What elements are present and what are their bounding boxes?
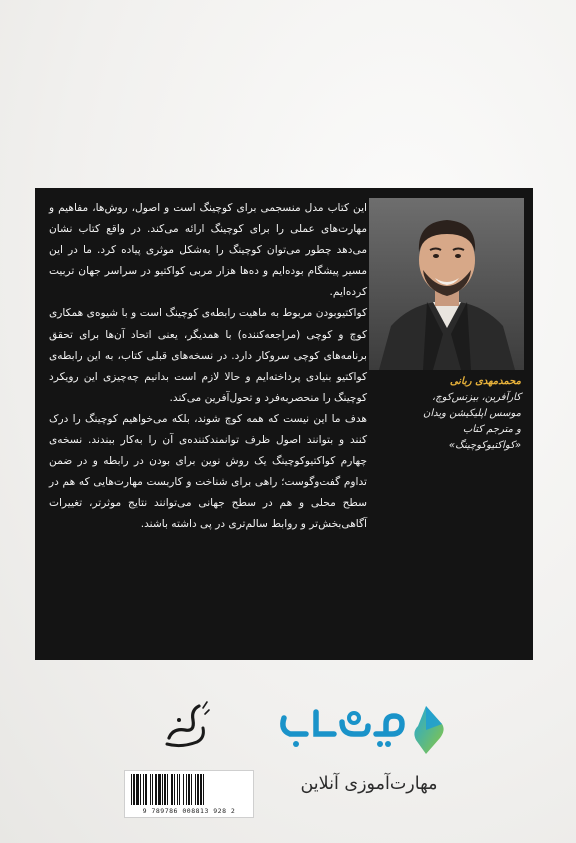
barcode-bar: [191, 774, 192, 805]
brand-tagline: مهارت‌آموزی آنلاین: [300, 774, 438, 794]
author-role-line-4: «کواکتیو‌کوچینگ»: [448, 440, 521, 451]
barcode-bar: [162, 774, 163, 805]
book-description: [49, 198, 367, 536]
barcode-bar: [164, 774, 166, 805]
barcode-bar: [174, 774, 175, 805]
description-paragraph-3: هدف ما این نیست که همه کوچ شوند، بلکه می‌خواهیم کوچینگ را درک کنند و بتوانند اصول ظرف توانمندکننده‌ی آن را به‌کار ببندند. نسخه‌ی چهارم کواکتیوکوچینگ یک روش نوین برای بودن در رابطه و در ضمن تداوم گفت‌وگوست؛ راهی برای شناخت و کاربست مهارت‌هایی که هم در سطح محلی و هم در سطح جهانی می‌توانند نتایج موثرتر، تغییرات آگاهی‌بخش‌تر و روابط سالم‌تری در پی داشته باشند.: [49, 412, 367, 531]
author-portrait: [369, 198, 524, 370]
barcode-bar: [188, 774, 190, 805]
author-role-line-1: کارآفرین، بیزنس‌کوچ،: [432, 392, 521, 403]
barcode-bar: [195, 774, 196, 805]
barcode-bar: [158, 774, 161, 805]
barcode-bar: [150, 774, 151, 805]
author-role-line-2: موسس اپلیکیشن ویدان: [423, 408, 521, 419]
barcode-bar: [167, 774, 168, 805]
author-name: محمدمهدی ربانی: [449, 376, 521, 387]
barcode-bar: [197, 774, 199, 805]
barcode-bars: [125, 771, 253, 807]
description-panel: [35, 188, 533, 660]
barcode-bar: [177, 774, 178, 805]
author-photo: [369, 198, 524, 370]
barcode: [124, 770, 254, 818]
barcode-bar: [171, 774, 173, 805]
isbn-number: 9 789786 008813 928 2: [142, 807, 236, 815]
barcode-bar: [186, 774, 187, 805]
widan-brand-icon: [276, 700, 456, 758]
barcode-bar: [143, 774, 144, 805]
barcode-bar: [136, 774, 139, 805]
publisher-logo: [163, 698, 211, 750]
description-paragraph-2: کواکتیوبودن مربوط به ماهیت رابطه‌ی کوچینگ است و با شیوه‌ی همکاری کوچ و کوچی (مراجعه‌کننده) با همدیگر، یعنی اتحاد آن‌ها برای تحقق برنامه‌های کوچی سروکار دارد. در نسخه‌های قبلی کتاب، به این رابطه‌ی کواکتیو بنیادی پرداخته‌ایم و حالا لازم است بدانیم چه‌چیزی این رویکرد کوچینگ را منحصربه‌فرد و تحول‌آفرین می‌کند.: [49, 307, 367, 404]
author-caption: [366, 374, 521, 454]
barcode-bar: [203, 774, 204, 805]
barcode-bar: [155, 774, 157, 805]
barcode-bar: [140, 774, 141, 805]
barcode-bar: [200, 774, 202, 805]
barcode-bar: [131, 774, 132, 805]
barcode-bar: [133, 774, 135, 805]
description-paragraph-1: این کتاب مدل منسجمی برای کوچینگ است و اصول، روش‌ها، مفاهیم و مهارت‌های عملی را برای کوچینگ ارائه می‌کند. در واقع کتاب نشان می‌دهد چطور می‌توان کوچینگ را به‌شکل موثری پیاده کرد. ما در این مسیر پیشگام بوده‌ایم و ده‌ها هزار مربی کواکتیو در سراسر جهان تربیت کرده‌ایم.: [49, 202, 367, 299]
negah-publisher-logo-icon: [163, 698, 211, 750]
barcode-bar: [145, 774, 147, 805]
barcode-bar: [183, 774, 184, 805]
widan-logo: [276, 700, 456, 758]
barcode-bar: [179, 774, 180, 805]
author-role-line-3: و مترجم کتاب: [462, 424, 521, 435]
barcode-bar: [152, 774, 153, 805]
